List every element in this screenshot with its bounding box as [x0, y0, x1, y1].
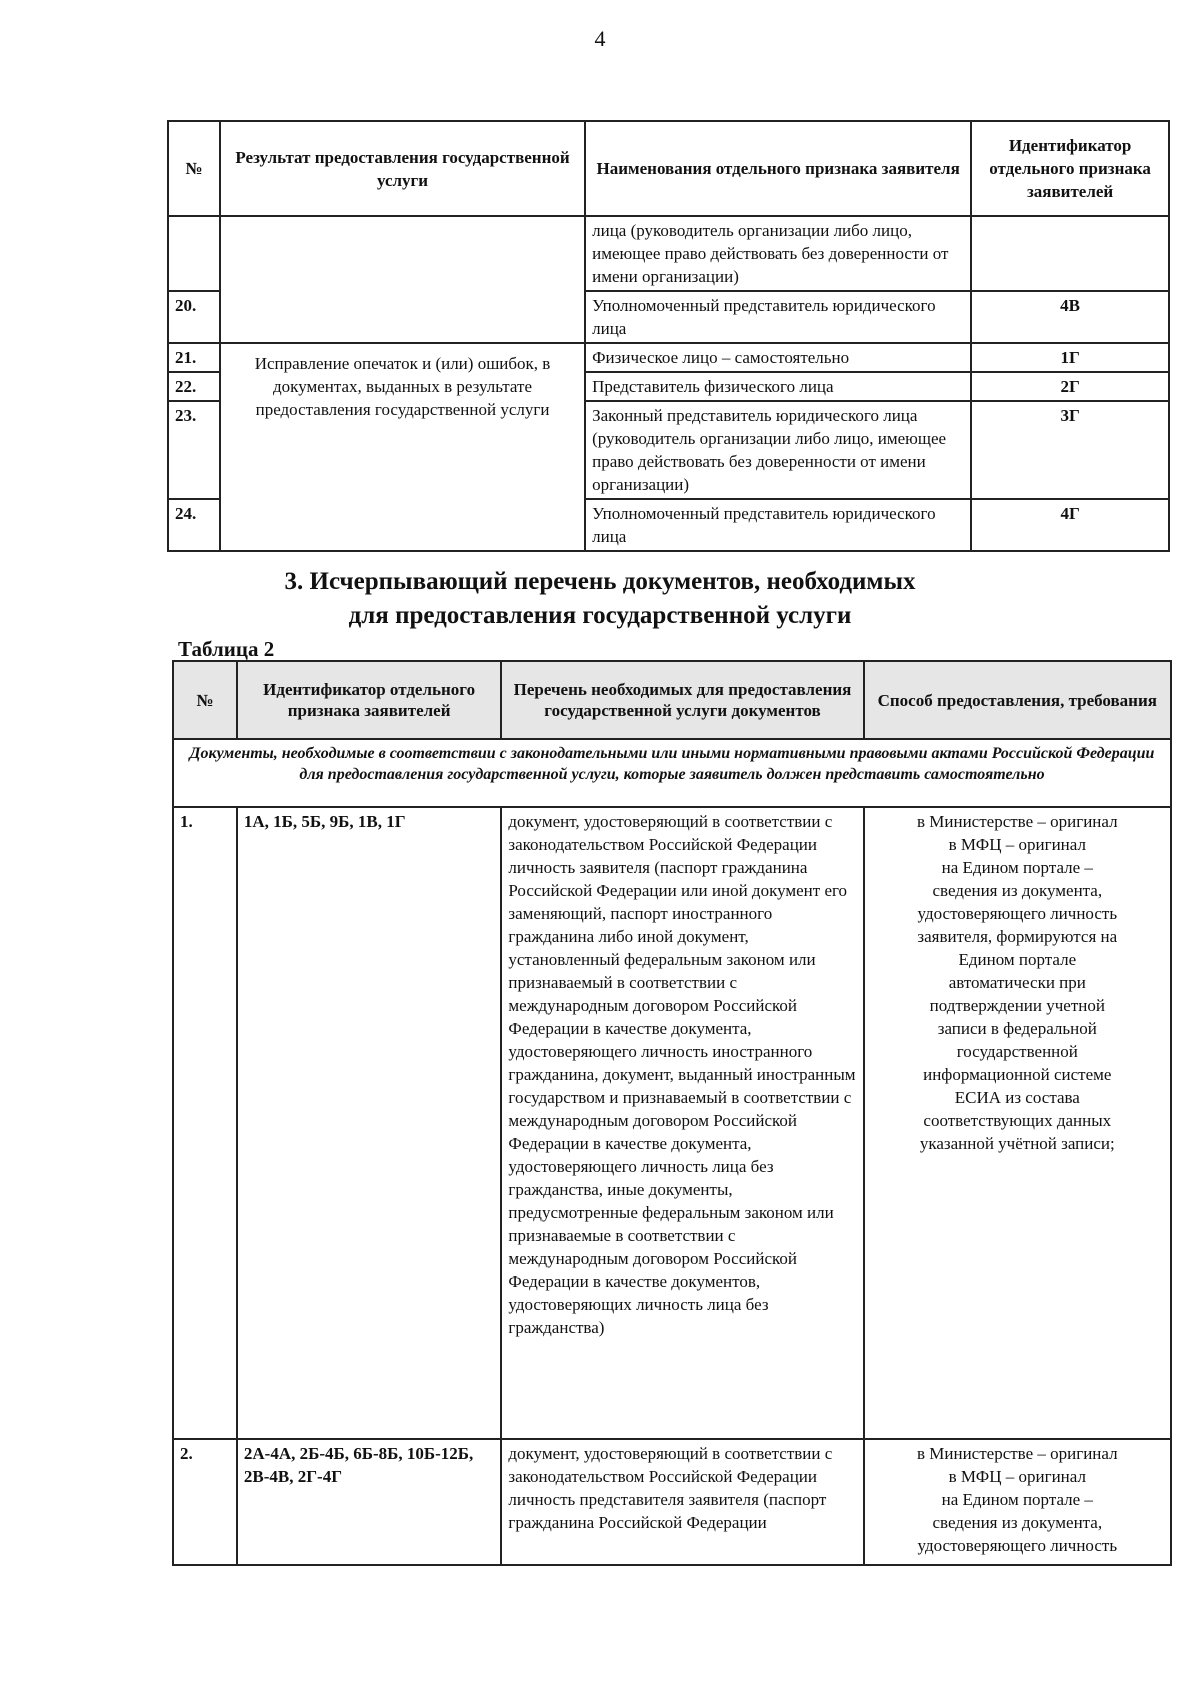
- criterion-name: Законный представитель юридического лица (руководитель организации либо лицо, имеющее право действовать без доверенности от имени организации): [585, 401, 971, 499]
- method-line: на Едином портале –: [941, 1490, 1093, 1509]
- method-line: Едином портале: [958, 950, 1077, 969]
- method-line: удостоверяющего личность: [917, 904, 1118, 923]
- section-title-line: для предоставления государственной услуги: [348, 602, 852, 629]
- criterion-id: 4Г: [971, 499, 1169, 551]
- method-line: государственной: [956, 1042, 1078, 1061]
- cell-empty: [220, 216, 585, 343]
- method-line: сведения из документа,: [932, 881, 1103, 900]
- row-number: 23.: [168, 401, 220, 499]
- table2-header-docs: Перечень необходимых для предоставления государственной услуги документов: [501, 661, 863, 739]
- table1-header-id: Идентификатор отдельного признака заявителей: [971, 121, 1169, 216]
- row-number: 1.: [173, 807, 237, 1439]
- criterion-name: Представитель физического лица: [585, 372, 971, 401]
- method-line: автоматически при: [948, 973, 1086, 992]
- table1-header-name: Наименования отдельного признака заявителя: [585, 121, 971, 216]
- criterion-name: Физическое лицо – самостоятельно: [585, 343, 971, 372]
- method-line: информационной системе: [923, 1065, 1112, 1084]
- result-correction: Исправление опечаток и (или) ошибок, в документах, выданных в результате предоставления государственной услуги: [220, 343, 585, 551]
- submission-method: [864, 807, 1171, 1439]
- method-line: удостоверяющего личность: [917, 1536, 1118, 1555]
- table-row: [168, 216, 1169, 291]
- table1-header-num: №: [168, 121, 220, 216]
- criterion-id: 2Г: [971, 372, 1169, 401]
- table-row: [173, 739, 1171, 807]
- criterion-id: 1Г: [971, 343, 1169, 372]
- page-number: 4: [594, 26, 606, 51]
- method-line: на Едином портале –: [941, 858, 1093, 877]
- criterion-id: 4В: [971, 291, 1169, 343]
- row-number: 21.: [168, 343, 220, 372]
- cell-empty: [168, 216, 220, 291]
- method-line: указанной учётной записи;: [919, 1134, 1115, 1153]
- section-title-line: 3. Исчерпывающий перечень документов, необходимых: [284, 568, 916, 595]
- criterion-name: Уполномоченный представитель юридического лица: [585, 499, 971, 551]
- method-line: в Министерстве – оригинал: [916, 1444, 1118, 1463]
- documents-group-banner: Документы, необходимые в соответствии с законодательными или иными нормативными правовыми актами Российской Федерации для предоставления государственной услуги, которые заявитель должен представить самостоятельно: [173, 739, 1171, 807]
- table-caption: Таблица 2: [178, 637, 275, 661]
- table2-header-method: Способ предоставления, требования: [864, 661, 1171, 739]
- table1-header-row: [168, 121, 1169, 216]
- row-number: 20.: [168, 291, 220, 343]
- method-line: заявителя, формируются на: [917, 927, 1118, 946]
- method-line: подтверждении учетной: [929, 996, 1105, 1015]
- criterion-continuation: лица (руководитель организации либо лицо, имеющее право действовать без доверенности от имени организации): [585, 216, 971, 291]
- applicant-ids: 2А-4А, 2Б-4Б, 6Б-8Б, 10Б-12Б, 2В-4В, 2Г-4Г: [237, 1439, 502, 1565]
- cell-empty: [971, 216, 1169, 291]
- row-number: 22.: [168, 372, 220, 401]
- table-row: [173, 1439, 1171, 1565]
- method-line: в МФЦ – оригинал: [948, 835, 1086, 854]
- method-line: ЕСИА из состава: [954, 1088, 1080, 1107]
- table2-header-num: №: [173, 661, 237, 739]
- row-number: 2.: [173, 1439, 237, 1565]
- method-line: сведения из документа,: [932, 1513, 1103, 1532]
- method-line: записи в федеральной: [937, 1019, 1097, 1038]
- method-line: в Министерстве – оригинал: [916, 812, 1118, 831]
- method-line: соответствующих данных: [923, 1111, 1112, 1130]
- table1-header-result: Результат предоставления государственной услуги: [220, 121, 585, 216]
- criterion-name: Уполномоченный представитель юридического лица: [585, 291, 971, 343]
- submission-method: [864, 1439, 1171, 1565]
- required-documents: документ, удостоверяющий в соответствии с законодательством Российской Федерации личность заявителя (паспорт гражданина Российской Федерации или иной документ его заменяющий, паспорт иностранного гражданина либо иной документ, установленный федеральным законом или признаваемый в соответствии с международным договором Российской Федерации в качестве документа, удостоверяющего личность иностранного гражданина, документ, выданный иностранным государством и признаваемый в соответствии с международным договором Российской Федерации в качестве документа, удостоверяющего личность лица без гражданства, иные документы, предусмотренные федеральным законом или признаваемые в соответствии с международным договором Российской Федерации в качестве документов, удостоверяющих личность лица без гражданства): [501, 807, 863, 1439]
- required-documents: документ, удостоверяющий в соответствии с законодательством Российской Федерации личность представителя заявителя (паспорт гражданина Российской Федерации: [501, 1439, 863, 1565]
- documents-table: [172, 660, 1172, 1566]
- table2-header-row: [173, 661, 1171, 739]
- table2-header-id: Идентификатор отдельного признака заявителей: [237, 661, 502, 739]
- table-row: [168, 343, 1169, 372]
- applicant-criteria-table: [167, 120, 1170, 552]
- row-number: 24.: [168, 499, 220, 551]
- applicant-ids: 1А, 1Б, 5Б, 9Б, 1В, 1Г: [237, 807, 502, 1439]
- section-title: [0, 565, 1200, 633]
- table-row: [173, 807, 1171, 1439]
- method-line: в МФЦ – оригинал: [948, 1467, 1086, 1486]
- criterion-id: 3Г: [971, 401, 1169, 499]
